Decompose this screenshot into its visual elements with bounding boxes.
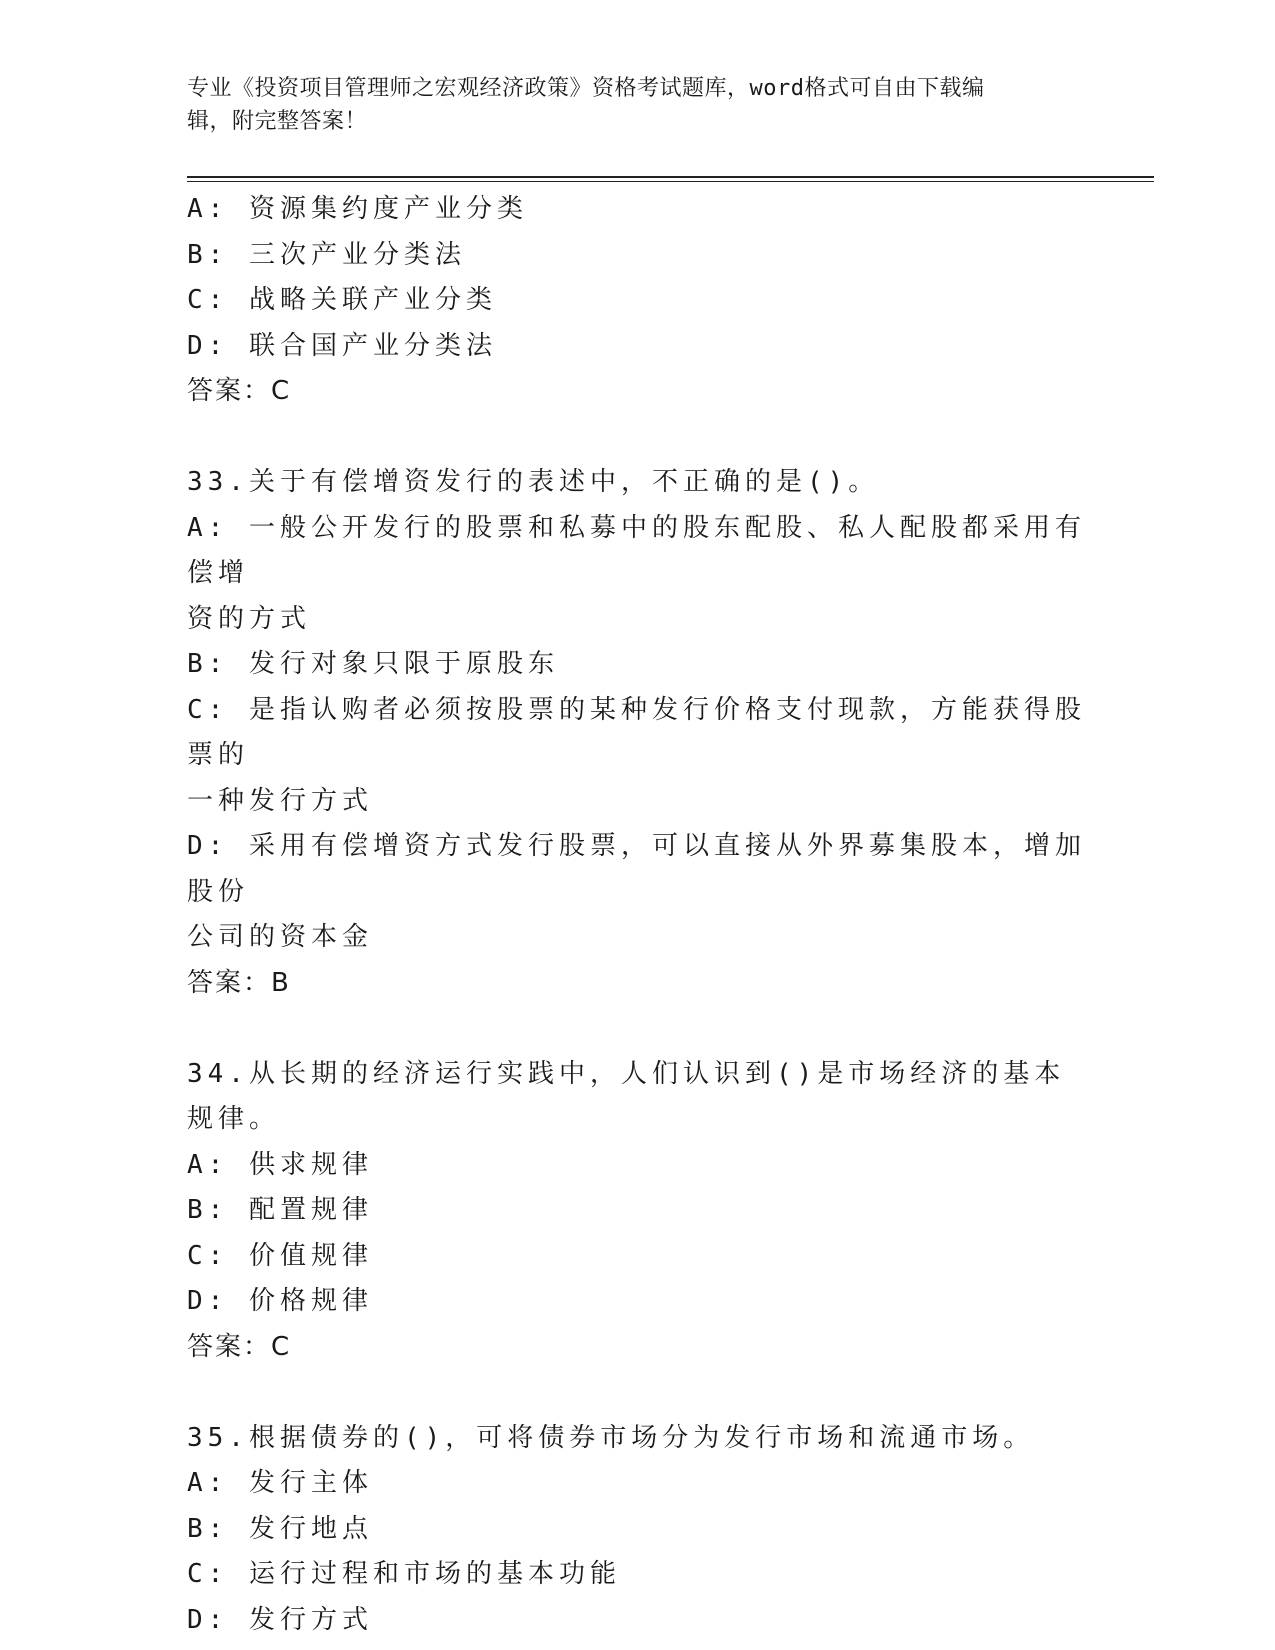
question-list: [187, 187, 1087, 1643]
option-b: B: 发行对象只限于原股东: [187, 649, 559, 679]
option-c: C: 战略关联产业分类: [187, 285, 497, 315]
option-c-continued: 一种发行方式: [187, 785, 374, 816]
spacer: [187, 1006, 1087, 1052]
question-33: [187, 460, 1087, 1006]
question-text: 33.关于有偿增资发行的表述中，不正确的是()。: [187, 467, 880, 497]
answer: 答案：C: [187, 1331, 292, 1362]
option-a: A: 一般公开发行的股票和私募中的股东配股、私人配股都采用有偿增: [187, 512, 1086, 588]
question-text: 35.根据债券的()，可将债券市场分为发行市场和流通市场。: [187, 1422, 1035, 1453]
option-a-continued: 资的方式: [187, 603, 312, 634]
option-d: D: 价格规律: [187, 1286, 373, 1316]
option-c: C: 运行过程和市场的基本功能: [187, 1559, 621, 1589]
header-title-line-2: 辑，附完整答案！: [187, 109, 368, 134]
question-text: 34.从长期的经济运行实践中，人们认识到()是市场经济的基本规律。: [187, 1058, 1066, 1134]
spacer: [187, 1370, 1087, 1416]
question-34: [187, 1052, 1087, 1371]
option-a: A: 资源集约度产业分类: [187, 194, 528, 224]
option-c: C: 价值规律: [187, 1240, 373, 1271]
option-b: B: 发行地点: [187, 1513, 373, 1544]
header-divider-thin: [187, 181, 1154, 182]
question-35: [187, 1416, 1087, 1644]
answer: 答案：B: [187, 967, 291, 998]
option-b: B: 配置规律: [187, 1195, 373, 1225]
option-a: A: 发行主体: [187, 1468, 373, 1498]
header-divider-thick: [187, 176, 1154, 178]
option-a: A: 供求规律: [187, 1149, 373, 1180]
option-d-continued: 公司的资本金: [187, 922, 374, 952]
option-d: D: 采用有偿增资方式发行股票，可以直接从外界募集股本，增加股份: [187, 831, 1086, 907]
option-b: B: 三次产业分类法: [187, 239, 466, 270]
document-header: [187, 72, 1067, 138]
question-32: [187, 187, 1087, 415]
option-d: D: 联合国产业分类法: [187, 330, 497, 361]
spacer: [187, 415, 1087, 461]
option-d: D: 发行方式: [187, 1604, 373, 1635]
header-title-line-1: 专业《投资项目管理师之宏观经济政策》资格考试题库，word格式可自由下载编: [187, 76, 985, 101]
answer: 答案：C: [187, 376, 292, 406]
option-c: C: 是指认购者必须按股票的某种发行价格支付现款，方能获得股票的: [187, 694, 1086, 770]
